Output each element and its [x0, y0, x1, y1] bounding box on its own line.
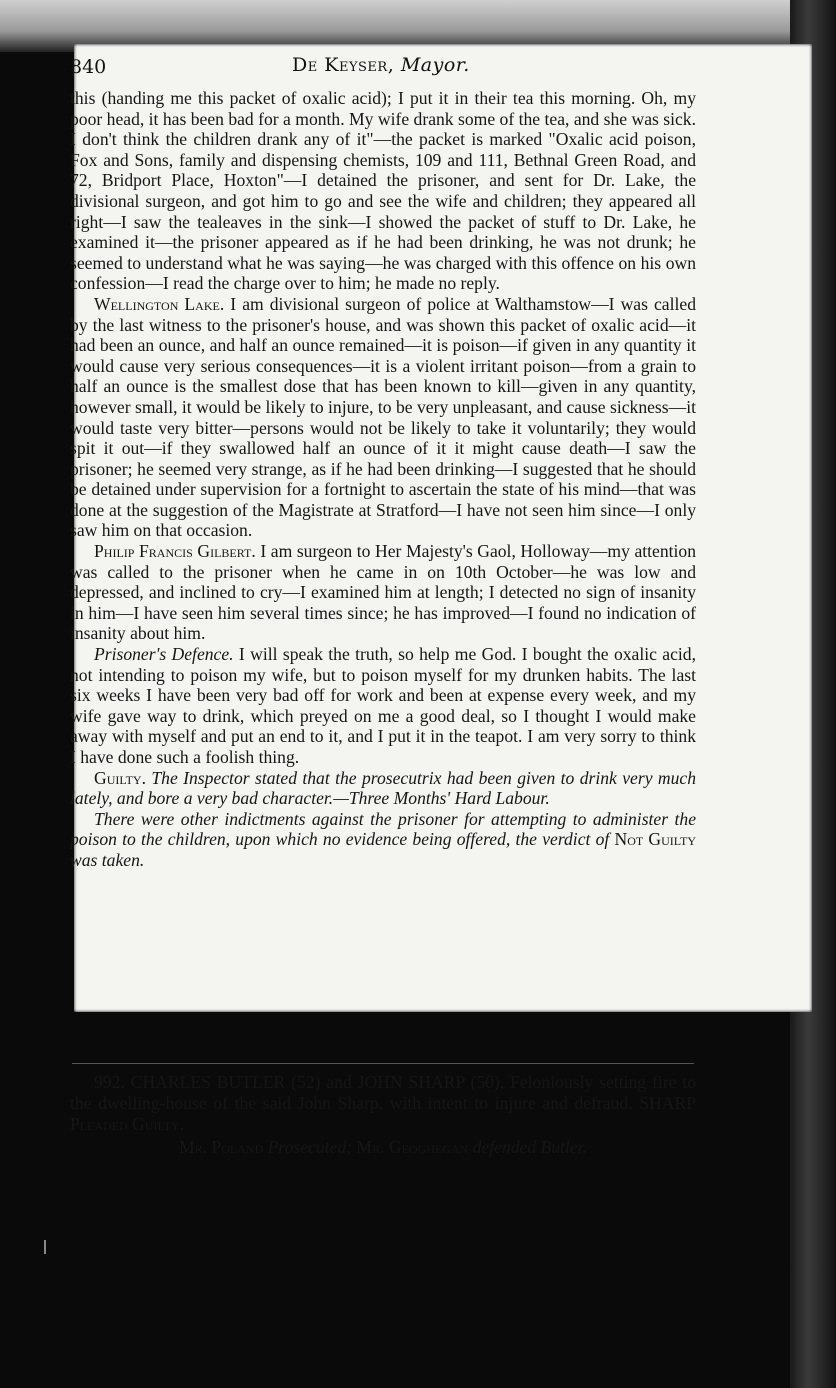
- not-guilty-label: Not Guilty: [614, 829, 696, 850]
- page-number: 840: [70, 56, 107, 78]
- case-entry: [70, 1072, 696, 1158]
- plea-label: Pleaded Guilty.: [70, 1114, 185, 1134]
- witness-paragraph-gilbert: [70, 541, 696, 644]
- section-divider: [72, 1063, 694, 1064]
- testimony-paragraph: this (handing me this packet of oxalic acid); I put it in their tea this morning. Oh, my poor head, it has been bad for a month. My wife drank some of the tea, and she was sick. I don't think the children drank any of it"—the packet is marked "Oxalic acid poison, Fox and Sons, family and dispensing chemists, 109 and 111, Bethnal Green Road, and 72, Bridport Place, Hoxton"—I detained the prisoner, and sent for Dr. Lake, the divisional surgeon, and got him to go and see the wife and children; they appeared all right—I saw the tealeaves in the sink—I showed the packet of stuff to Dr. Lake, he examined it—the prisoner appeared as if he had been drinking, he was not drunk; he seemed to understand what he was saying—he was charged with this offence on his own confession—I read the charge over to him; he made no reply.: [70, 88, 696, 294]
- prosecutor-name: Mr. Poland: [179, 1137, 264, 1157]
- witness-paragraph-lake: [70, 294, 696, 541]
- running-title-office: Mayor.: [400, 54, 470, 76]
- defender-name: Mr. Geoghegan: [356, 1137, 469, 1157]
- defended-label: defended Butler.: [468, 1137, 587, 1157]
- witness-testimony: I am divisional surgeon of police at Walthamstow—I was called by the last witness to the prisoner's house, and was shown this packet of oxalic acid—it had been an ounce, and half an ounce remained—it is poison—if given in any quantity it would cause very serious consequences—it is a violent irritant poison—from a grain to half an ounce is the smallest dose that has been known to kill—given in any quantity, however small, it would be likely to injure, to be very unpleasant, and cause sickness—it would taste very bitter—persons would not be likely to take it voluntarily; they would spit it out—if they swallowed half an ounce of it it might cause death—I saw the prisoner; he seemed very strange, as if he had been drinking—I suggested that he should be detained under supervision for a fortnight to ascertain the state of his mind—that was done at the suggestion of the Magistrate at Stratford—I have not seen him since—I only saw him on that occasion.: [70, 293, 697, 541]
- counsel-line: [70, 1137, 696, 1158]
- prosecuted-label: Prosecuted;: [263, 1137, 357, 1157]
- case-description: 992. CHARLES BUTLER (52) and JOHN SHARP (50), Feloniously setting fire to the dwelling-house of the said John Sharp, with intent to injure and defraud. SHARP: [70, 1072, 696, 1113]
- defence-statement: I will speak the truth, so help me God. I bought the oxalic acid, not intending to poison my wife, but to poison myself for my drunken habits. The last six weeks I have been very bad off for work and been at expense every week, and my wife gave way to drink, which preyed on me a good deal, so I thought I would make away with myself and put an end to it, and I put it in the teapot. I am very sorry to think I have done such a foolish thing.: [70, 644, 696, 767]
- defence-paragraph: [70, 644, 696, 768]
- verdict-note: The Inspector stated that the prosecutrix had been given to drink very much lately, and bore a very bad character.—Three Months' Hard Labour.: [70, 767, 696, 809]
- margin-mark: [44, 1240, 46, 1254]
- witness-name: Philip Francis Gilbert.: [94, 541, 256, 562]
- verdict-label: Guilty.: [94, 767, 146, 788]
- page-header: [70, 52, 710, 86]
- other-indictments-end: was taken.: [70, 849, 145, 870]
- trial-text: [70, 88, 696, 871]
- running-title: [292, 54, 470, 76]
- running-title-name: De Keyser,: [292, 54, 395, 76]
- defence-label: Prisoner's Defence.: [94, 644, 234, 665]
- witness-name: Wellington Lake.: [94, 293, 225, 314]
- other-indictments-text: There were other indictments against the prisoner for attempting to administer the poison to the children, upon which no evidence being offered, the verdict of: [70, 808, 696, 850]
- witness-testimony: I am surgeon to Her Majesty's Gaol, Holloway—my attention was called to the prisoner when he came in on 10th October—he was low and depressed, and inclined to cry—I examined him at length; I detected no sign of insanity in him—I have seen him several times since; he has improved—I found no indication of insanity about him.: [70, 541, 697, 644]
- case-heading: [70, 1072, 696, 1135]
- other-indictments-paragraph: [70, 809, 696, 871]
- verdict-paragraph: [70, 768, 696, 809]
